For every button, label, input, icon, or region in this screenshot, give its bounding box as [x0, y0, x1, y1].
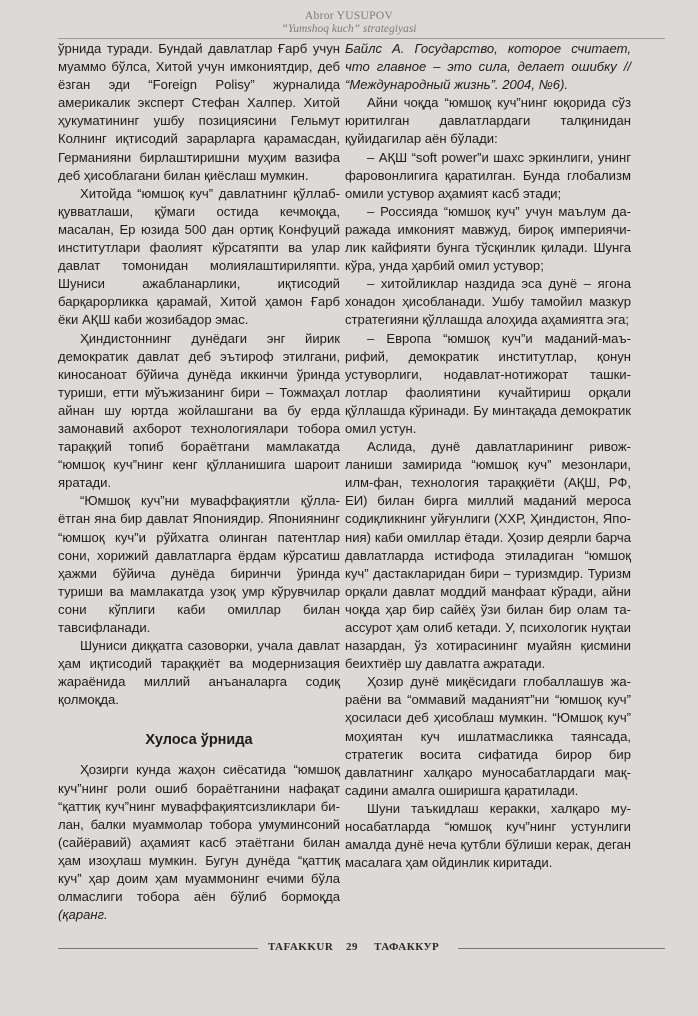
footer-label-latin: TAFAKKUR — [268, 941, 334, 953]
right-paragraph-8: Шуни таъкидлаш керакки, халқаро муносабатларда “юмшоқ куч”нинг устунлиги амалда дунё неча қутбли бўлиши керак, деган масалага ҳам ойдинлик киритади. — [345, 800, 631, 871]
right-paragraph-3: – Россияда “юмшоқ куч” учун маълум даражада имконият мавжуд, бироқ империячилик кайфияти бунга тўсқинлик қилади. Шунга кўра, унда ҳарбий омил устувор; — [345, 203, 631, 274]
right-paragraph-4: – хитойликлар наздида эса дунё – ягона хонадон ҳисобланади. Ушбу тамойил мазкур стратегияни қўллашда алоҳида аҳамиятга эга; — [345, 276, 631, 328]
right-paragraph-2: – АҚШ “soft power”и шахс эркинлиги, унинг фаровонлигига қаратилган. Бунда глобализм омили устувор аҳамият касб этади; — [345, 149, 631, 201]
section-heading: Хулоса ўрнида — [145, 732, 253, 749]
right-paragraph-7: Ҳозир дунё миқёсидаги глобаллашув жараёни ва “оммавий маданият”ни “юмшоқ куч” ҳосиласи деб ҳисоблаш мумкин. “Юмшоқ куч” моҳиятан куч ишлатмасликка таянсада, стратегик восита сифатида бирор бир давлатнинг халқаро муносабатлардаги мақсадини амалга оширишга қаратилади. — [345, 674, 631, 798]
reference-open: (қаранг. — [58, 907, 108, 923]
right-column — [345, 40, 631, 872]
page-footer — [58, 941, 665, 957]
page-number: 29 — [346, 941, 358, 953]
left-paragraph-1: ўрнида туради. Бундай давлатлар Ғарб учун муаммо бўлса, Хитой учун имкониятдир, деб ёзган эди “Foreign Polisy” журналида америкалик эксперт Стефан Халпер. Хитой ҳукуматининг ушбу позициясини Гельмут Колнинг иқтисодий зарарларга қарамасдан, Германияни бирлаштиришни муҳим вазифа деб ҳисоблагани билан қиёслаш мумкин. — [58, 41, 340, 183]
footer-label-cyrillic: ТАФАККУР — [374, 941, 440, 953]
left-paragraph-5: Шуниси диққатга сазоворки, учала давлат ҳам иқтисодий тараққиёт ва модернизация жараёнида миллий анъаналарга содиқ қолмоқда. — [58, 638, 340, 708]
left-paragraph-4: “Юмшоқ куч”ни муваффақиятли қўллаётган яна бир давлат Япониядир. Япониянинг “юмшоқ куч”и рўйхатга олинган патентлар сони, хорижий давлатларга ёрдам кўрсатиш ҳажми бўйича дунёда биринчи ўринда туриши ва мамлакатда узоқ умр кўрувчилар сони кўплиги каби омиллар билан тавсифланади. — [58, 493, 340, 635]
left-column — [58, 40, 340, 924]
left-paragraph-2: Хитойда “юмшоқ куч” давлатнинг қўллаб-қувватлаши, қўмаги остида кечмоқда, масалан, Ер юзида 500 дан ортиқ Конфуций институтлари фаолият кўрсатяпти ва улар давлат томонидан молиялаштириляпти. Шуниси ажабланарлики, иқтисодий барқарорликка қарамай, Хитой ҳамон Ғарб ёки АҚШ каби жозибадор эмас. — [58, 185, 340, 328]
right-paragraph-5: – Европа “юмшоқ куч”и маданий-маърифий, демократик институтлар, қонун устуворлиги, нодавлат-нотижорат ташкилотлар фаолиятини кучайтириш орқали қўллашда кўринади. Бу минтақада демократик омил устун. — [345, 330, 631, 436]
header-rule — [58, 38, 665, 39]
right-paragraph-1: Айни чоқда “юмшоқ куч”нинг юқорида сўз юритилган давлатлардаги талқинидан қуйидагилар аён бўлади: — [345, 95, 631, 147]
header-author: Abror YUSUPOV — [304, 10, 394, 22]
right-paragraph-6: Аслида, дунё давлатларининг ривожланиши замирида “юмшоқ куч” мезонлари, илм-фан, технология тараққиёти (АҚШ, РФ, ЕИ) билан бирга миллий маданий мероса содиқликнинг уйғунлиги (ХХР, Ҳиндистон, Япония) каби омиллар ётади. Ҳозир деярли барча давлатларда истифода этиладиган “юмшоқ куч” дастакларидан бири – туризмдир. Туризм орқали давлат моддий манфаат кўради, айни чоқда ҳар бир сайёҳ ўзи билан бир олам таассурот ҳам олиб кетади. У, психологик нуқтаи назардан, ўз хотирасининг муайян қисмини беихтиёр шу давлатга ажратади. — [345, 439, 631, 672]
left-paragraph-3: Ҳиндистоннинг дунёдаги энг йирик демократик давлат деб эътироф этилгани, киносаноат бўйича дунёда иккинчи ўринда туриши, етти мўъжизанинг бири – Тожмаҳал айнан шу юртда жойлашгани ва бу ерда замонавий ахборот технологиялари тобора тараққий топиб бораётгани мамлакатда “юмшоқ куч”нинг кенг қўлланишига шароит яратади. — [58, 330, 340, 491]
header-subtitle: “Yumshoq kuch” strategiyasi — [281, 23, 417, 35]
left-paragraph-6 — [58, 761, 340, 924]
reference-continued: Байлс А. Государство, которое считает, что главное – это сила, делает ошибку // “Международный жизнь”. 2004, №6). — [345, 41, 631, 93]
left-paragraph-6-text: Ҳозирги кунда жаҳон сиёсатида “юмшоқ куч”нинг роли ошиб бораётганини нафақат “қаттиқ куч”нинг муваффақиятсизликлари билан, балки муаммолар тобора умуминсоний (сайёравий) аҳамият касб этаётгани билан ҳам изоҳлаш мумкин. Бугун дунёда “қаттиқ куч” ҳар доим ҳам муаммонинг ечими бўла олмаслиги тобора аён бўлиб бормоқда — [58, 762, 340, 905]
running-header — [0, 10, 698, 36]
footer-rule-right — [458, 948, 665, 949]
footer-rule-left — [58, 948, 258, 949]
